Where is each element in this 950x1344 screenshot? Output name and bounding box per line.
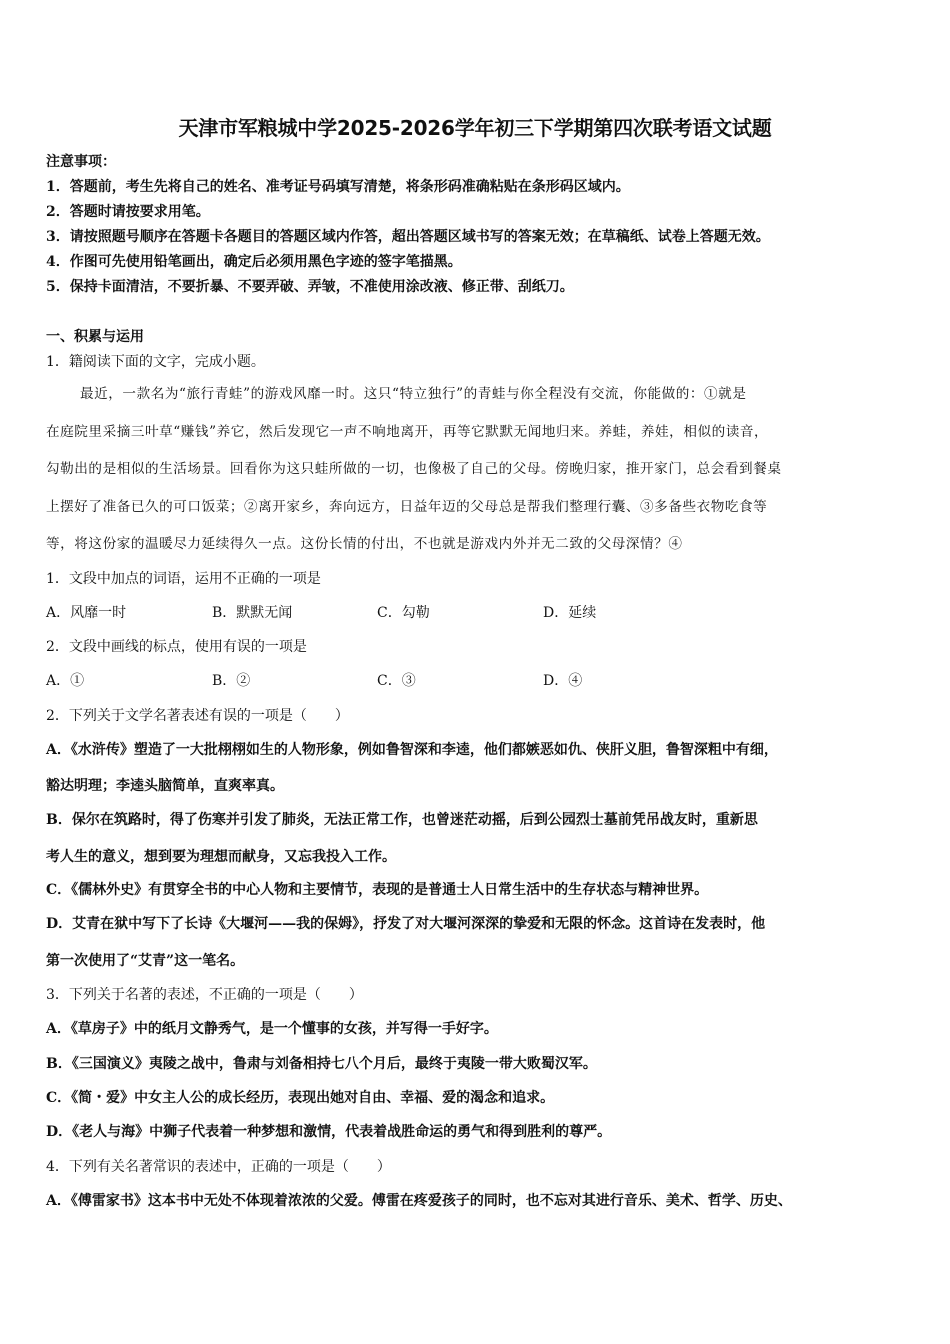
notice-item: 1．答题前，考生先将自己的姓名、准考证号码填写清楚，将条形码准确粘贴在条形码区域内。 [46,179,630,195]
passage-line: 上摆好了准备已久的可口饭菜；②离开家乡，奔向远方，日益年迈的父母总是帮我们整理行囊、③多备些衣物吃食等 [46,499,768,515]
passage-line: 勾勒出的是相似的生活场景。回看你为这只蛙所做的一切，也像极了自己的父母。傍晚归家，推开家门，总会看到餐桌 [46,461,782,477]
option-a: A．风靡一时 [46,605,127,621]
option-c: C．勾勒 [377,605,430,621]
subquestion-1-stem: 1．文段中加点的词语，运用不正确的一项是 [46,571,321,587]
page-title: 天津市军粮城中学2025-2026学年初三下学期第四次联考语文试题 [178,116,772,140]
passage-line: 等，将这份家的温暖尽力延续得久一点。这份长情的付出，不也就是游戏内外并无二致的父母深情？④ [46,536,683,552]
notice-heading: 注意事项： [46,154,116,170]
subquestion-2-stem: 2．文段中画线的标点，使用有误的一项是 [46,639,307,655]
answer-line: 考人生的意义，想到要为理想而献身，又忘我投入工作。 [46,849,396,865]
option-d: D．延续 [543,605,597,621]
option-c: C．③ [377,673,416,689]
notice-item: 3．请按照题号顺序在答题卡各题目的答题区域内作答，超出答题区域书写的答案无效；在草稿纸、试卷上答题无效。 [46,229,770,245]
answer-line: 豁达明理；李逵头脑简单，直爽率真。 [46,778,284,794]
answer-line: C．《儒林外史》有贯穿全书的中心人物和主要情节，表现的是普通士人日常生活中的生存状态与精神世界。 [46,882,709,898]
answer-line: B．《三国演义》夷陵之战中，鲁肃与刘备相持七八个月后，最终于夷陵一带大败蜀汉军。 [46,1056,597,1072]
answer-line: C．《简・爱》中女主人公的成长经历，表现出她对自由、幸福、爱的渴念和追求。 [46,1090,555,1106]
answer-line: D．《老人与海》中狮子代表着一种梦想和激情，代表着战胜命运的勇气和得到胜利的尊严。 [46,1124,612,1140]
question-4-stem: 4．下列有关名著常识的表述中，正确的一项是（ ） [46,1159,391,1175]
section-heading: 一、积累与运用 [46,329,144,345]
option-a: A．① [46,673,85,689]
answer-line: A．《草房子》中的纸月文静秀气，是一个懂事的女孩，并写得一手好字。 [46,1021,498,1037]
passage-line: 在庭院里采摘三叶草“赚钱”养它，然后发现它一声不响地离开，再等它默默无闻地归来。养蛙，养娃，相似的读音， [46,424,769,440]
question-3-stem: 3．下列关于名著的表述，不正确的一项是（ ） [46,987,363,1003]
answer-line: B．保尔在筑路时，得了伤寒并引发了肺炎，无法正常工作，也曾迷茫动摇，后到公园烈士墓前凭吊战友时，重新思 [46,812,758,828]
answer-line: D．艾青在狱中写下了长诗《大堰河——我的保姆》，抒发了对大堰河深深的挚爱和无限的怀念。这首诗在发表时，他 [46,916,766,932]
passage-line: 最近，一款名为“旅行青蛙”的游戏风靡一时。这只“特立独行”的青蛙与你全程没有交流，你能做的：①就是 [80,386,747,402]
option-d: D．④ [543,673,583,689]
answer-line: A．《傅雷家书》这本书中无处不体现着浓浓的父爱。傅雷在疼爱孩子的同时，也不忘对其进行音乐、美术、哲学、历史、 [46,1193,792,1209]
option-b: B．② [212,673,251,689]
question-1-stem: 1．籍阅读下面的文字，完成小题。 [46,354,265,370]
question-2-stem: 2．下列关于文学名著表述有误的一项是（ ） [46,708,349,724]
option-b: B．默默无闻 [212,605,293,621]
notice-item: 4．作图可先使用铅笔画出，确定后必须用黑色字迹的签字笔描黑。 [46,254,462,270]
notice-item: 2．答题时请按要求用笔。 [46,204,210,220]
answer-line: A．《水浒传》塑造了一大批栩栩如生的人物形象，例如鲁智深和李逵，他们都嫉恶如仇、侠肝义胆，鲁智深粗中有细， [46,742,778,758]
answer-line: 第一次使用了“艾青”这一笔名。 [46,953,245,969]
notice-item: 5．保持卡面清洁，不要折暴、不要弄破、弄皱，不准使用涂改液、修正带、刮纸刀。 [46,279,574,295]
